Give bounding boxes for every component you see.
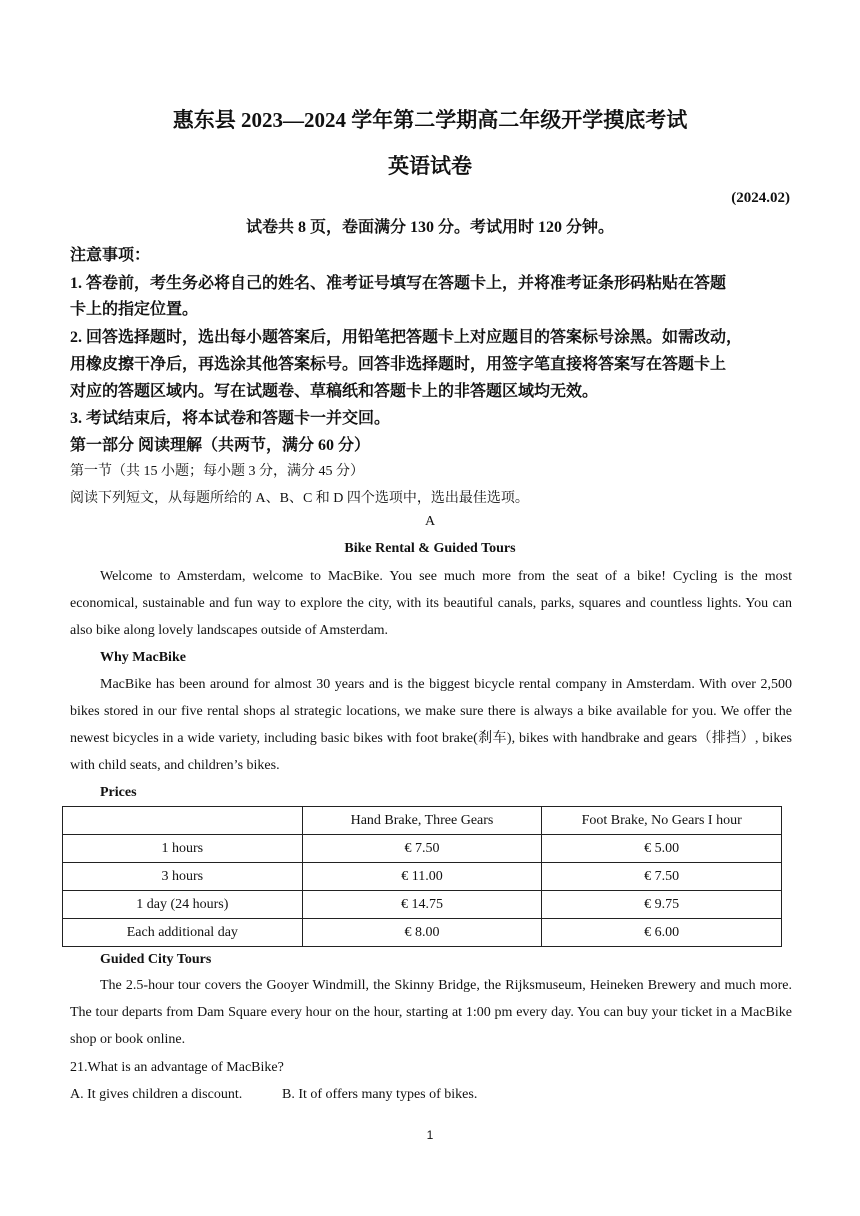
notes-line: 1. 答卷前，考生务必将自己的姓名、准考证号填写在答题卡上，并将准考证条形码粘贴在答题 (70, 275, 727, 292)
table-cell: € 5.00 (542, 835, 782, 863)
table-cell: € 14.75 (302, 891, 542, 919)
passage-paragraph-3: The 2.5-hour tour covers the Gooyer Windmill, the Skinny Bridge, the Rijksmuseum, Heineken Brewery and much more. The tour departs from Dam Square every hour on the hour, starting at 1:00 pm every day. You can buy your ticket in a MacBike shop or book online. (70, 978, 792, 1047)
table-header-cell: Foot Brake, No Gears I hour (542, 807, 782, 835)
notes-line: 卡上的指定位置。 (70, 301, 199, 318)
guided-tours-heading: Guided City Tours (100, 952, 212, 967)
table-cell: € 9.75 (542, 891, 782, 919)
passage-title: Bike Rental & Guided Tours (344, 541, 516, 556)
table-cell: 1 hours (63, 835, 303, 863)
prices-table (62, 806, 782, 947)
notes-line: 3. 考试结束后，将本试卷和答题卡一并交回。 (70, 410, 391, 427)
prices-heading: Prices (100, 785, 137, 800)
section-instruction: 阅读下列短文，从每题所给的 A、B、C 和 D 四个选项中，选出最佳选项。 (70, 491, 529, 506)
part1-heading: 第一部分 阅读理解（共两节，满分 60 分） (70, 437, 371, 454)
table-cell: € 7.50 (302, 835, 542, 863)
passage-paragraph-1: Welcome to Amsterdam, welcome to MacBike. You see much more from the seat of a bike! Cycling is the most economical, sustainable and fun way to explore the city, with its beautiful canals, parks, squares and countless lights. You can also bike along lovely landscapes outside of Amsterdam. (70, 569, 792, 638)
table-cell: € 8.00 (302, 919, 542, 947)
table-row (63, 919, 782, 947)
why-macbike-heading: Why MacBike (100, 650, 186, 665)
notes-line: 用橡皮擦干净后，再选涂其他答案标号。回答非选择题时，用签字笔直接将答案写在答题卡上 (70, 356, 727, 373)
exam-date: (2024.02) (731, 190, 790, 206)
table-header-cell (63, 807, 303, 835)
notes-heading: 注意事项： (70, 247, 151, 264)
table-row (63, 835, 782, 863)
table-cell: € 7.50 (542, 863, 782, 891)
table-cell: Each additional day (63, 919, 303, 947)
exam-subject-title: 英语试卷 (388, 154, 472, 178)
passage-paragraph-2: MacBike has been around for almost 30 years and is the biggest bicycle rental company in Amsterdam. With over 2,500 bikes stored in our five rental shops al strategic locations, we make sure there is always a bike available for you. We offer the newest bicycles in a wide variety, including basic bikes with foot brake(刹车), bikes with handbrake and gears（排挡）, bikes with child seats, and children’s bikes. (70, 677, 792, 773)
notes-line: 2. 回答选择题时，选出每小题答案后，用铅笔把答题卡上对应题目的答案标号涂黑。如需改动， (70, 329, 743, 346)
table-row (63, 891, 782, 919)
table-header-row (63, 807, 782, 835)
option-a: A. It gives children a discount. (70, 1087, 243, 1102)
table-cell: 1 day (24 hours) (63, 891, 303, 919)
table-row (63, 863, 782, 891)
notes-line: 对应的答题区域内。写在试题卷、草稿纸和答题卡上的非答题区域均无效。 (70, 383, 599, 400)
page-number: 1 (426, 1128, 434, 1142)
question-stem: 21.What is an advantage of MacBike? (70, 1060, 284, 1075)
option-b: B. It of offers many types of bikes. (282, 1087, 478, 1102)
table-cell: € 6.00 (542, 919, 782, 947)
passage-letter: A (424, 514, 436, 529)
table-cell: 3 hours (63, 863, 303, 891)
table-header-cell: Hand Brake, Three Gears (302, 807, 542, 835)
exam-title: 惠东县 2023—2024 学年第二学期高二年级开学摸底考试 (172, 108, 688, 132)
table-cell: € 11.00 (302, 863, 542, 891)
exam-intro: 试卷共 8 页，卷面满分 130 分。考试用时 120 分钟。 (245, 219, 614, 236)
section-info: 第一节（共 15 小题；每小题 3 分，满分 45 分） (70, 464, 364, 479)
